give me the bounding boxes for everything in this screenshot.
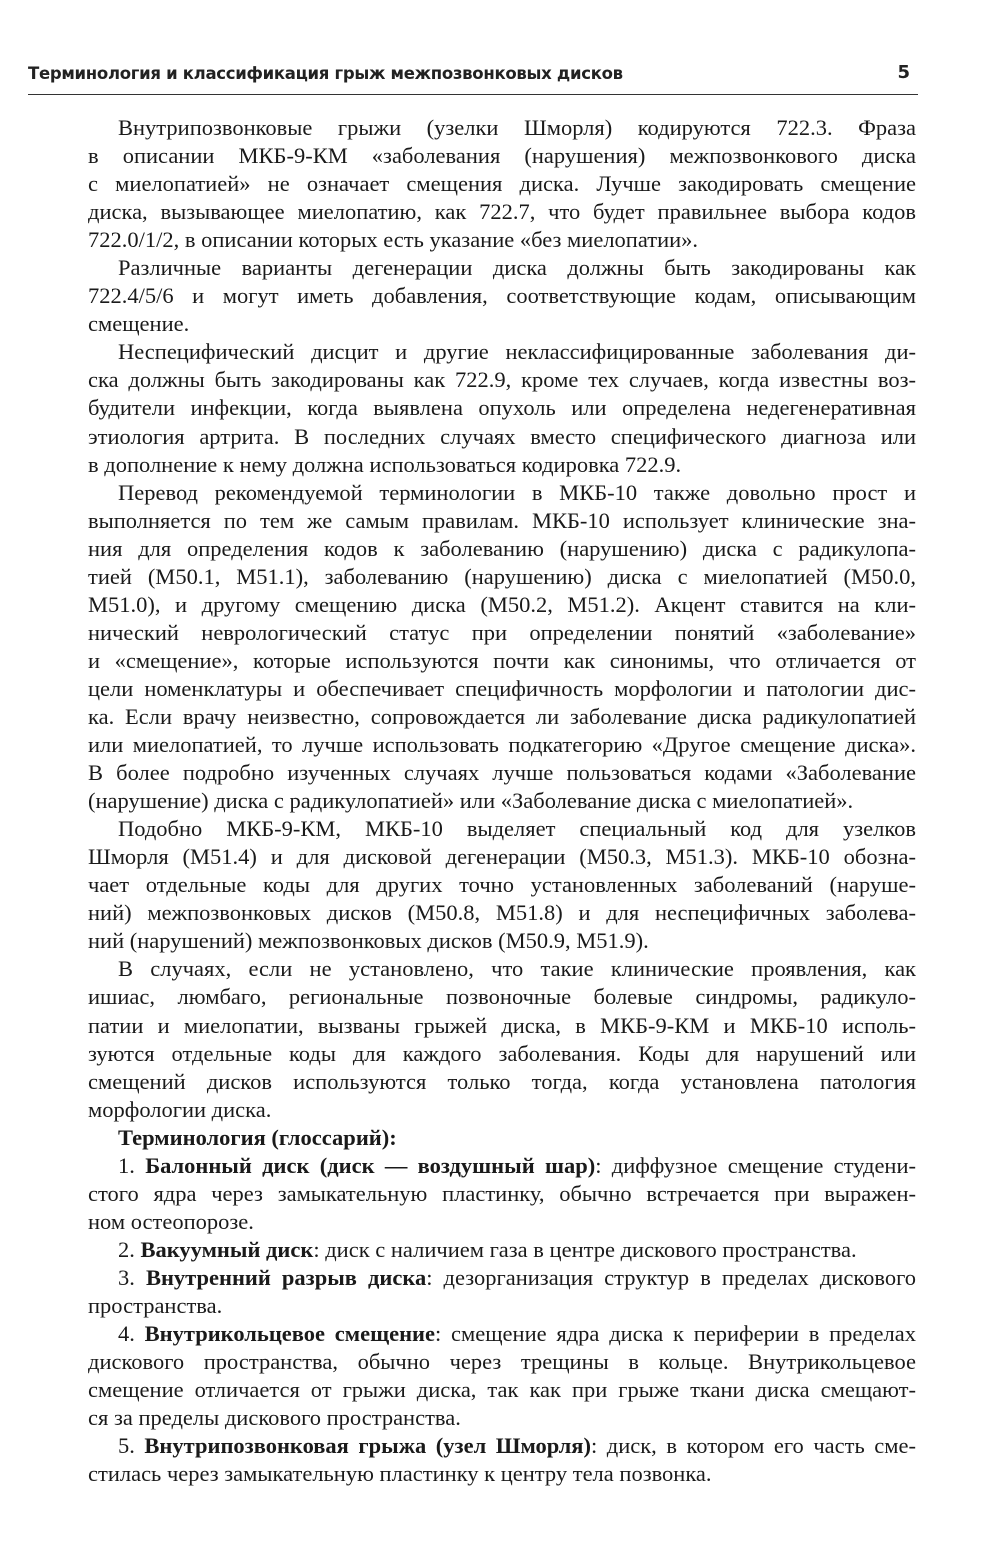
glossary-definition: : дезорганизация структур в пределах дискового [426,1264,916,1290]
text-line: ний (нарушений) межпозвонковых дисков (M50.9, M51.9). [88,928,649,954]
paragraph [88,479,916,816]
text-line: в дополнение к нему должна использоваться кодировка 722.9. [88,451,682,477]
text-line: этиология артрита. В последних случаях вместо специфического диагноза или [88,423,916,449]
text-line [88,1264,916,1292]
text-line: стилась через замыкательную пластинку к центру тела позвонка. [88,1461,712,1487]
text-line: пространства. [88,1292,223,1318]
item-number: 3. [118,1264,146,1290]
text-line: Неспецифический дисцит и другие неклассифицированные заболевания ди- [118,339,916,365]
text-line: ном остеопорозе. [88,1208,254,1234]
glossary-heading [88,1124,916,1152]
glossary-item [88,1320,916,1432]
text-line: ишиас, люмбаго, региональные позвоночные болевые синдромы, радикуло- [88,984,916,1010]
text-line: или миелопатией, то лучше использовать подкатегорию «Другое смещение диска». [88,732,916,758]
text-line: чает отдельные коды для других точно установленных заболеваний (наруше- [88,872,916,898]
text-line: смещений дисков используются только тогда, когда установлена патология [88,1068,916,1094]
text-line: смещение. [88,311,190,337]
text-line: (нарушение) диска с радикулопатией» или «Заболевание диска с миелопатией». [88,788,854,814]
text-line: ся за пределы дискового пространства. [88,1405,461,1431]
glossary-definition: : диск с наличием газа в центре дискового пространства. [313,1236,857,1262]
text-line: 722.0/1/2, в описании которых есть указание «без миелопатии». [88,227,699,253]
text-line: В случаях, если не установлено, что такие клинические проявления, как [118,956,916,982]
text-line: M51.0), и другому смещению диска (M50.2, M51.2). Акцент ставится на кли- [88,591,916,617]
text-line [88,1152,916,1180]
text-line: нический неврологический статус при определении понятий «заболевание» [88,619,916,645]
text-line [88,1236,916,1264]
text-line: будители инфекции, когда выявлена опухоль или определена недегенеративная [88,395,916,421]
glossary-term: Внутренний разрыв диска [145,1264,427,1290]
glossary-heading-text: Терминология (глоссарий): [118,1124,397,1150]
text-line: смещение отличается от грыжи диска, так как при грыже ткани диска смещают- [88,1377,916,1403]
text-line: Внутрипозвонковые грыжи (узелки Шморля) кодируются 722.3. Фраза [118,115,916,140]
text-line: зуются отдельные коды для каждого заболевания. Коды для нарушений или [88,1040,916,1066]
glossary-item [88,1264,916,1320]
glossary-item [88,1152,916,1236]
paragraph [88,114,916,254]
text-line: и «смещение», которые используются почти как синонимы, что отличается от [88,647,916,673]
glossary-item [88,1432,916,1488]
text-line: в описании МКБ-9-КМ «заболевания (нарушения) межпозвонкового диска [88,143,916,169]
page-body [88,114,916,1488]
glossary-term: Внутрикольцевое смещение [144,1321,435,1347]
text-line: стого ядра через замыкательную пластинку, обычно встречается при выражен- [88,1180,916,1206]
glossary-item [88,1236,916,1264]
item-number: 1. [118,1152,146,1178]
text-line: 722.4/5/6 и могут иметь добавления, соответствующие кодам, описывающим [88,283,916,309]
text-line [88,1320,916,1348]
glossary-definition: : диффузное смещение студени- [595,1152,916,1178]
glossary-term: Вакуумный диск [140,1236,314,1262]
text-line: диска, вызывающее миелопатию, как 722.7, что будет правильнее выбора кодов [88,199,916,225]
text-line: ний) межпозвонковых дисков (M50.8, M51.8) и для неспецифичных заболева- [88,900,916,926]
text-line: тией (M50.1, M51.1), заболеванию (нарушению) диска с миелопатией (M50.0, [88,563,916,589]
text-line: В более подробно изученных случаях лучше пользоваться кодами «Заболевание [88,760,916,786]
running-header [28,62,918,95]
page-number: 5 [897,62,910,83]
paragraph [88,955,916,1123]
glossary-definition: : смещение ядра диска к периферии в пределах [434,1321,916,1347]
item-number: 2. [118,1236,141,1262]
text-line: Перевод рекомендуемой терминологии в МКБ-10 также довольно прост и [118,479,916,505]
text-line: с миелопатией» не означает смещения диска. Лучше закодировать смещение [88,171,916,197]
text-line: Шморля (M51.4) и для дисковой дегенерации (M50.3, M51.3). МКБ-10 обозна- [88,844,916,870]
text-line: цели номенклатуры и обеспечивает специфичность морфологии и патологии дис- [88,675,916,701]
item-number: 4. [118,1321,145,1347]
text-line: Различные варианты дегенерации диска должны быть закодированы как [118,255,916,281]
text-line: ска должны быть закодированы как 722.9, кроме тех случаев, когда известны воз- [88,367,916,393]
glossary-definition: : диск, в котором его часть сме- [590,1433,916,1459]
paragraph [88,815,916,955]
text-line: Подобно МКБ-9-КМ, МКБ-10 выделяет специальный код для узелков [118,816,916,842]
text-line: выполняется по тем же самым правилам. МКБ-10 использует клинические зна- [88,507,916,533]
paragraph [88,338,916,478]
item-number: 5. [118,1433,145,1459]
text-line [88,1432,916,1460]
glossary-term: Внутрипозвонковая грыжа (узел Шморля) [144,1433,591,1459]
text-line: патии и миелопатии, вызваны грыжей диска, в МКБ-9-КМ и МКБ-10 исполь- [88,1012,916,1038]
text-line: ка. Если врачу неизвестно, сопровождается ли заболевание диска радикулопатией [88,703,916,729]
text-line: дискового пространства, обычно через трещины в кольце. Внутрикольцевое [88,1349,916,1375]
glossary-term: Балонный диск (диск — воздушный шар) [145,1152,596,1178]
text-line: ния для определения кодов к заболеванию (нарушению) диска с радикулопа- [88,535,916,561]
text-line: морфологии диска. [88,1096,272,1122]
chapter-title: Терминология и классификация грыж межпозвонковых дисков [28,64,623,83]
paragraph [88,254,916,338]
